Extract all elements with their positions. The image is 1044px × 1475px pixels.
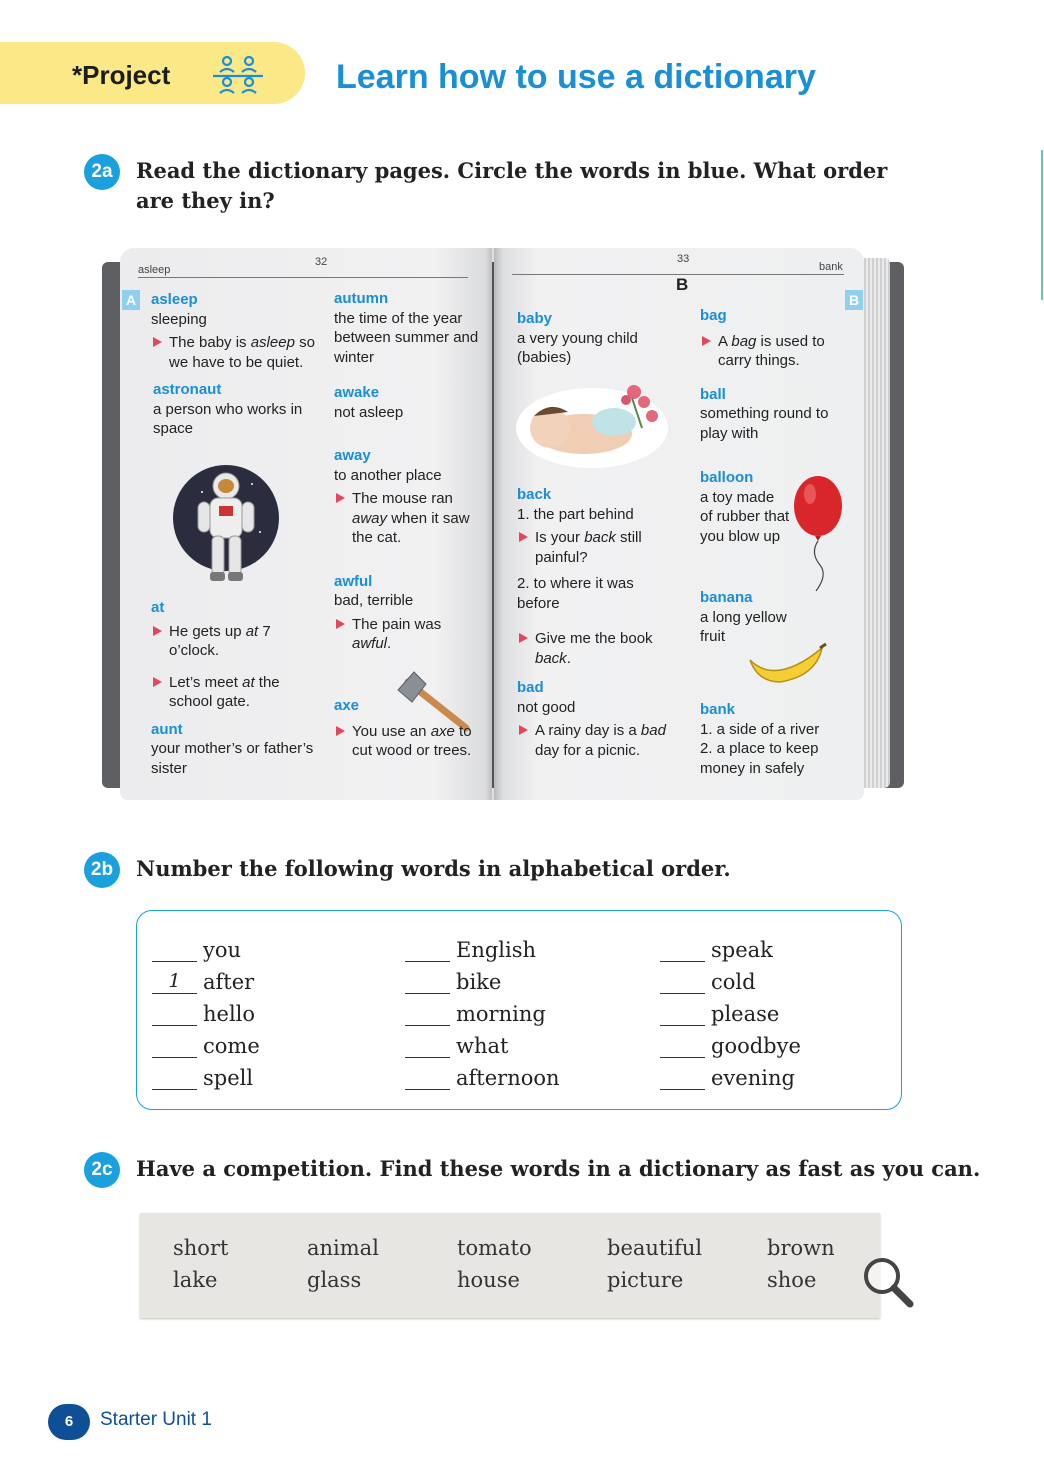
definition: not asleep xyxy=(334,403,404,421)
number-blank[interactable] xyxy=(405,1067,450,1090)
headword-autumn[interactable]: autumn xyxy=(334,290,389,307)
headword-aunt[interactable]: aunt xyxy=(151,720,183,738)
example-sentence: The pain was awful. xyxy=(334,615,480,654)
list-item: cold xyxy=(660,962,801,994)
example-sentence: A bag is used to carry things. xyxy=(700,332,850,371)
list-item: please xyxy=(660,994,801,1026)
number-blank[interactable] xyxy=(660,971,705,994)
word-item: tomato xyxy=(457,1236,532,1260)
section-2a-badge: 2a xyxy=(84,154,120,190)
definition: 1. the part behind xyxy=(517,505,634,523)
group-work-icon xyxy=(210,54,266,96)
headword-asleep[interactable]: asleep xyxy=(151,291,198,308)
page-title: Learn how to use a dictionary xyxy=(336,58,816,96)
dictionary-column-2 xyxy=(334,289,480,654)
word-column-3 xyxy=(660,930,801,1090)
list-item: come xyxy=(152,1026,260,1058)
word-item: shoe xyxy=(767,1268,817,1292)
number-blank[interactable] xyxy=(660,939,705,962)
word-column-1 xyxy=(152,930,260,1090)
number-blank[interactable] xyxy=(152,1067,197,1090)
headword-awake[interactable]: awake xyxy=(334,384,380,401)
number-blank[interactable] xyxy=(152,939,197,962)
headword-axe[interactable]: axe xyxy=(334,697,360,714)
letter-tab-b: B xyxy=(845,290,863,310)
word-item: lake xyxy=(173,1268,218,1292)
definition: bad, terrible xyxy=(334,592,414,609)
dictionary-column-4-bank xyxy=(700,700,850,778)
definition: a long yellow fruit xyxy=(700,608,787,645)
word-item: animal xyxy=(307,1236,379,1260)
project-label: *Project xyxy=(72,60,171,90)
list-item: afternoon xyxy=(405,1058,560,1090)
definition: to another place xyxy=(334,466,442,484)
definition: the time of the year between summer and winter xyxy=(334,309,479,366)
list-item: evening xyxy=(660,1058,801,1090)
definition: a toy made of rubber that you blow up xyxy=(700,488,790,545)
section-2c-instruction: Have a competition. Find these words in a dictionary as fast as you can. xyxy=(136,1156,981,1181)
example-sentence: He gets up at 7 o’clock. xyxy=(151,622,321,661)
balloon-image xyxy=(790,474,846,594)
headword-banana[interactable]: banana xyxy=(700,589,753,606)
section-2b-badge: 2b xyxy=(84,852,120,888)
book-page-edges xyxy=(864,258,890,788)
dictionary-column-3 xyxy=(517,309,667,368)
headword-bank[interactable]: bank xyxy=(700,701,736,718)
example-sentence: The baby is asleep so we have to be quiet. xyxy=(151,333,321,372)
page-number-left: 32 xyxy=(315,256,328,268)
example-sentence: Let’s meet at the school gate. xyxy=(151,673,321,712)
list-item: you xyxy=(152,930,260,962)
word-item: beautiful xyxy=(607,1236,703,1260)
book-spine xyxy=(486,248,502,800)
astronaut-image xyxy=(172,462,280,592)
word-item: house xyxy=(457,1268,520,1292)
headword-bag[interactable]: bag xyxy=(700,307,727,324)
headword-back[interactable]: back xyxy=(517,486,552,503)
example-sentence: Give me the book back. xyxy=(517,629,667,668)
section-2b-instruction: Number the following words in alphabetical order. xyxy=(136,856,731,881)
section-2a-instruction: Read the dictionary pages. Circle the words in blue. What order are they in? xyxy=(136,158,888,213)
word-item: glass xyxy=(307,1268,362,1292)
definition: something round to play with xyxy=(700,405,829,442)
page-number: 6 xyxy=(48,1404,90,1440)
magnifier-icon xyxy=(860,1254,916,1310)
definition: 2. a place to keep money in safely xyxy=(700,740,819,777)
number-blank[interactable] xyxy=(405,1035,450,1058)
dictionary-column-1-lower xyxy=(151,598,321,778)
dictionary-column-1 xyxy=(151,290,321,439)
example-sentence: You use an axe to cut wood or trees. xyxy=(334,722,480,761)
number-blank[interactable]: 1 xyxy=(152,971,197,994)
definition: sleeping xyxy=(151,310,207,328)
example-sentence: A rainy day is a bad day for a picnic. xyxy=(517,721,667,760)
header-rule-left xyxy=(138,277,468,278)
list-item: bike xyxy=(405,962,560,994)
word-column-2 xyxy=(405,930,560,1090)
number-blank[interactable] xyxy=(152,1003,197,1026)
list-item: hello xyxy=(152,994,260,1026)
headword-balloon[interactable]: balloon xyxy=(700,469,754,486)
dictionary-column-2-lower xyxy=(334,696,480,761)
banana-image xyxy=(746,642,828,686)
number-blank[interactable] xyxy=(405,1003,450,1026)
guide-word-right: bank xyxy=(819,261,843,273)
word-item: brown xyxy=(767,1236,835,1260)
definition: your mother’s or father’s sister xyxy=(151,740,314,777)
section-2c-badge: 2c xyxy=(84,1152,120,1188)
list-item: 1 after xyxy=(152,962,260,994)
margin-rule xyxy=(1041,150,1043,300)
list-item: morning xyxy=(405,994,560,1026)
page-number-right: 33 xyxy=(677,253,690,265)
guide-word-left: asleep xyxy=(138,264,171,276)
list-item: goodbye xyxy=(660,1026,801,1058)
example-sentence: Is your back still painful? xyxy=(517,528,667,567)
word-item: picture xyxy=(607,1268,684,1292)
headword-bad[interactable]: bad xyxy=(517,679,544,696)
list-item: what xyxy=(405,1026,560,1058)
letter-tab-a: A xyxy=(122,290,140,310)
dictionary-column-4-balloon xyxy=(700,468,790,546)
definition: a very young child (babies) xyxy=(517,329,638,366)
competition-word-card xyxy=(140,1213,880,1318)
number-blank[interactable] xyxy=(405,971,450,994)
baby-image xyxy=(514,376,670,472)
number-blank[interactable] xyxy=(405,939,450,962)
list-item: speak xyxy=(660,930,801,962)
dictionary-column-3-lower xyxy=(517,485,667,760)
list-item: English xyxy=(405,930,560,962)
number-blank[interactable] xyxy=(660,1035,705,1058)
list-item: spell xyxy=(152,1058,260,1090)
word-item: short xyxy=(173,1236,229,1260)
definition: a person who works in space xyxy=(153,400,303,437)
dictionary-column-4-lower xyxy=(700,588,850,647)
headword-ball[interactable]: ball xyxy=(700,385,726,403)
dictionary-column-4 xyxy=(700,306,850,443)
headword-astronaut[interactable]: astronaut xyxy=(153,381,222,398)
headword-awful[interactable]: awful xyxy=(334,572,373,590)
number-blank[interactable] xyxy=(152,1035,197,1058)
definition: 1. a side of a river xyxy=(700,720,820,738)
example-sentence: The mouse ran away when it saw the cat. xyxy=(334,489,480,548)
letter-heading-b: B xyxy=(676,275,689,294)
headword-at[interactable]: at xyxy=(151,599,165,616)
definition: 2. to where it was before xyxy=(517,575,634,612)
definition: not good xyxy=(517,698,576,716)
number-blank[interactable] xyxy=(660,1003,705,1026)
unit-label: Starter Unit 1 xyxy=(100,1409,212,1430)
number-blank[interactable] xyxy=(660,1067,705,1090)
headword-away[interactable]: away xyxy=(334,447,371,464)
headword-baby[interactable]: baby xyxy=(517,310,553,327)
